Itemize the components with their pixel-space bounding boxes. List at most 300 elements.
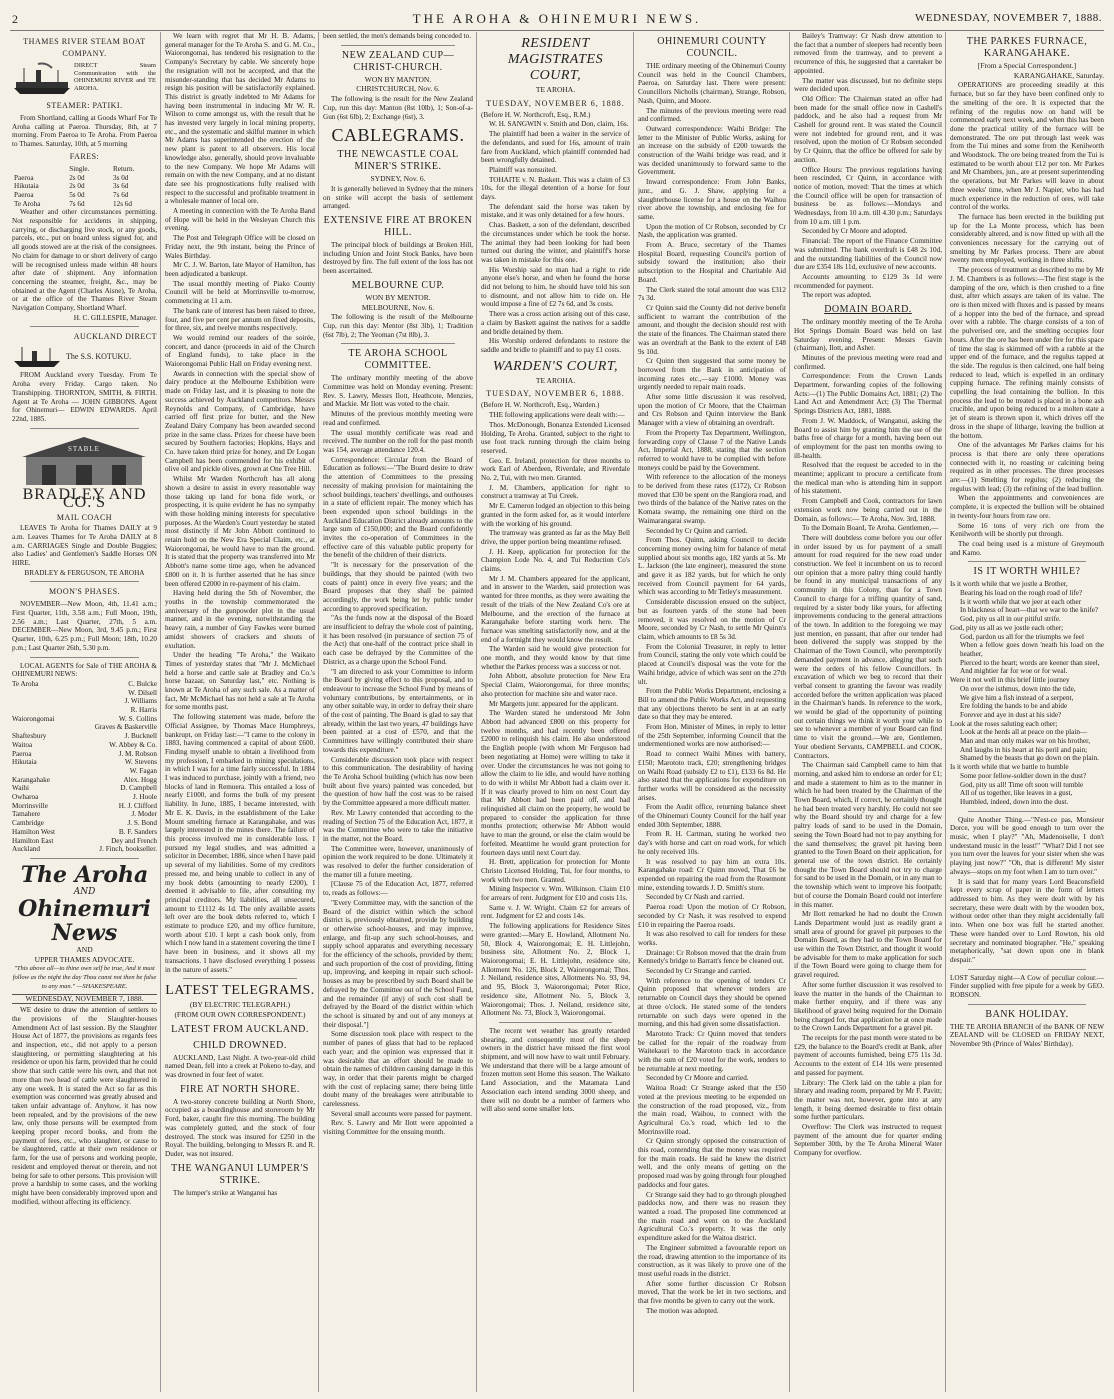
poem-line: All of us together, like leaves in a gust,: [960, 789, 1073, 798]
paragraph: It is said that for many years Lord Beaconsfield kept every scrap of paper in the form of letters addressed to him. As they were dealt with by his secretary, these were dealt with by the wooden box, without order other than they might accidentally fall into. When one box was full he started another. These were handed over to Lord Rowton, his old secretary and nominated biographer. "He," speaking metaphorically, "sat down upon one in blank despair.": [950, 877, 1104, 964]
agent-name: Alex. Hogg: [123, 775, 157, 784]
agent-town: Hamilton West: [12, 827, 56, 836]
agent-row: [12, 732, 157, 741]
agent-row: [12, 706, 157, 715]
column-5: [638, 32, 786, 1392]
poem-line: Is it worth while that we battle to humble: [950, 763, 1069, 772]
fares-title: FARES:: [69, 151, 100, 161]
agent-name: W. S. Collins: [118, 714, 157, 723]
paragraph: The furnace has been erected in the building put up for the La Monte process, which has been considerably altered, and is now fitted up with all the conveniences necessary for the carrying out of smelting by Mr Parkes process. There are about twenty men employed, working in three shifts.: [950, 212, 1104, 265]
paragraph: Road to connect Waihi Mines with battery, £150; Marototo track, £20; strengthening bridges on Waihi Road (subsidy £2 to £1), £133 6s 8d. He also stated that the applications for expenditure on further works will be considered as the necessity arises.: [638, 750, 786, 802]
paragraph: THE following applications were dealt with:—: [489, 411, 625, 420]
agent-row: [12, 750, 157, 759]
agent-name: J. Moder: [131, 810, 157, 819]
moon-text: NOVEMBER—New Moon, 4th, 11.41 a.m.; First Quarter, 11th, 3.58 a.m.; Full Moon, 19th, 2.56 a.m.; Last Quarter, 27th, 5 a.m. DECEMBER—New Moon, 3rd, 9.45 p.m.; First Quarter, 10th, 6.25 p.m.; Full Moon; 18th, 10.20 p.m.; Last Quarter 26th, 5.30 p.m.: [12, 600, 157, 652]
paragraph: TOHAITE v. N. Baskett. This was a claim of £3 10s, for the illegal detention of a horse for four days.: [481, 175, 630, 202]
agent-row: [12, 802, 157, 811]
paragraph: Bailey's Tramway: Cr Nash drew attention to the fact that a number of sleepers had recently been removed from the tramway, and to prevent a recurrence of this, he suggested that a caretaker be appointed.: [794, 32, 942, 75]
agent-name: J. S. Bond: [127, 819, 157, 828]
paragraph: It was resolved to pay him an extra 10s. Karangahake road: Cr Quinn moved, That £6 be expended on repairing the road from the Rosemont mine, extending towards J. D. Smith's store.: [638, 857, 786, 892]
paragraph: Rev. S. Lawry and Mr Ilott were appointed a visiting Committee for the ensuing month.: [323, 1119, 473, 1137]
wardens-court-date: TUESDAY, NOVEMBER 6, 1888.: [486, 389, 625, 399]
fares-cell: 2s 0d: [69, 173, 85, 182]
paragraph: "As the funds now at the disposal of the Board are insufficient to defray the whole cost of painting, it has been resolved (in pursuance of section 75 of the Act) that one-half of the contract price shall in each case be defrayed by the Committee of the District, as a charge upon the School Fund.: [323, 614, 473, 666]
agent-row: [12, 845, 157, 854]
paragraph: "Every Committee may, with the sanction of the Board of the district within which the school district is, previously obtained, provide by building or otherwise school-houses, and may improve, enlarge, and fit-up any such school-houses, and supply school apparatus and everything necessary for the efficiency of the schools, provided by them; and such proportion of the cost of providing, fitting up, improving, and keeping in repair such school-houses as may be prescribed by such Board shall be defrayed by the Committee out of the School Fund, and the remainder (if any) of such cost shall be defrayed by the Board of the district within which the school is situated by and out of any moneys at their disposal."]: [323, 898, 473, 1029]
header-date: WEDNESDAY, NOVEMBER 7, 1888.: [915, 12, 1102, 24]
paragraph: The Warden said he would give protection for one month, and they would know by that time whether the Parkes process was a success or not.: [481, 645, 630, 671]
column-3: [323, 32, 473, 1392]
fares-header-cell: Return.: [113, 164, 135, 173]
paragraph: Having held during the 5th of November, the youths in the township commemorated the anniversary of the gunpowder plot in the usual manner, and in the evening, notwithstanding the heavy rain, a number of Guy Fawkes were burned amidst showers of crackers and shouts of exultation.: [165, 589, 315, 650]
paragraph: The minutes of the previous meeting were read and confirmed.: [638, 106, 786, 124]
paragraph: The following applications for Residence Sites were granted:—Mary E. Howland, Allotment No. 50, Block 4, Waiorongomai; E. H. Littlejohn, business site, Allotment No. 2, Block 1, Waiorongomai; E. H. Littlejohn, residence site, Allotment No. 126, Block 2, Waiorongomai; Thos. J. Neiland, residence sites, Allotments No. 93, 94, and 95, Block 3, Waiorongomai; Peter Rice, residence site, Allotment No. 5, Block 3, Waiorongomai; Thos. J. Neiland, residence site, Allotment No. 73, Block 3, Waiorongomai.: [481, 922, 630, 1018]
paragraph: The ordinary monthly meeting of the Te Aroha Hot Springs Domain Board was held on last Saturday evening. Present: Messrs Gavin (chairman), Ilott, and Asher.: [794, 318, 942, 353]
agent-name: J. Hoole: [133, 793, 157, 802]
paragraph: The receipts for the past month were stated to be £29, the balance to the Board's credit at Bank, after payment of accounts furnished, being £75 11s 3d. Accounts to the extent of £14 10s were presented and passed for payment.: [794, 1034, 942, 1077]
cup-dateline: CHRISTCHURCH, Nov. 6.: [356, 84, 440, 94]
paragraph: Cr Quinn then suggested that some money be borrowed from the Bank in anticipation of incoming rates etc.,—say £1000. Money was urgently needed to repair main roads.: [638, 357, 786, 392]
paragraph: The plaintiff had been a waiter in the service of the defendants, and sued for 16s, amount of train fare from Auckland, which plaintiff contended had been wrongfully detained.: [481, 130, 630, 165]
paragraph: From the Public Works Department, enclosing a Bill to amend the Public Works Act, and requesting that any objections thereto be sent in at an early date so that they may be entered.: [638, 687, 786, 722]
paragraph: From Hon. Minister of Mines, in reply to letter of the 25th September, informing Council that the undermentioned works are now authorised:—: [638, 723, 786, 749]
poem-line: Look at the roses saluting each other;: [950, 719, 1058, 728]
melbourne-cup-title: MELBOURNE CUP.: [351, 279, 445, 291]
poem-line: Bearing his load on the rough road of life?: [960, 589, 1083, 598]
paragraph: John Abbott, absolute protection for New Era Special Claim, Waiorongomai, for three months; also protection for machine site and water race.: [481, 672, 630, 698]
fares-cell: 3s 6d: [113, 182, 129, 191]
agent-row: [12, 776, 157, 785]
paragraph: The Warden stated he understood Mr John Abbott had advanced £800 on this property for twelve months, and had recently been offered £2000 to relinquish his claim. He also understood the English people (with whom Mr Ferguson had been negotiating at Home) were willing to take it over. Under the circumstances he was not going to allow the claim to lie idle, and would have nothing to do with it whilst Mr Abbott had a claim over it. If it was clearly proved to him on next Court day that Mr Abbott had been paid off, and had relinquished all claim on the property, he would be prepared to consider the application for three months protection; otherwise Mr Abbott would have to man the ground, or else the claim would be forfeited. Meantime he would grant protection for fourteen days until next Court day.: [481, 709, 630, 857]
poem-line: We give him a fish instead of a serpent,: [960, 693, 1074, 702]
agent-name: J. Williams: [124, 697, 157, 706]
paragraph: The following is the result for the New Zealand Cup, run this day: Manton (8st 10lb), 1; Son-of-a-Gun (6st 6lb), 2; Exchange (6st), 3.: [323, 95, 473, 121]
poem-line: Forever and aye in dust at his side?: [960, 710, 1062, 719]
bank-holiday-notice: THE TE AROHA BRANCH of the BANK OF NEW ZEALAND will be CLOSED on FRIDAY NEXT, November 9th (Prince of Wales' Birthday).: [950, 1022, 1104, 1049]
bank-holiday-title: BANK HOLIDAY.: [985, 1008, 1069, 1020]
paragraph: Seconded by Cr Strange and carried.: [646, 967, 752, 976]
paragraph: One of the advantages Mr Parkes claims for his process is that there are only three operations connected with it, no roasting or calcining being required as in other processes. The three processes are:—(1) Smelting for regulus; (2) reducing the regulus with lead; (3) the refining of the lead bullion.: [950, 441, 1104, 493]
agent-name: J. Bucknell: [124, 732, 157, 741]
sailing-schedule: From Shortland, calling at Goods Wharf For Te Aroha calling at Paeroa. Thursday, 8th, at 7 morning. From Paeroa to Te Aroha. From Paeroa to Thames. Saturday, 10th, at 5 morning: [12, 114, 157, 149]
agent-name: W. Stevens: [124, 758, 157, 767]
paper-name-2: Ohinemuri News: [18, 896, 151, 946]
paragraph: Paeroa road: Upon the motion of Cr Robson, seconded by Cr Nash, it was resolved to expend £10 in repairing the Paeroa roads.: [638, 903, 786, 929]
agent-row: [12, 697, 157, 706]
paragraph: Cr Quinn strongly opposed the construction of this road, contending that the money was required for the main roads. He said he knew the district well, and the only means of getting on the proposed road was by going through four ploughed paddocks and four gates.: [638, 1137, 786, 1189]
stable-sign: STABLE: [68, 444, 100, 453]
bradley-title: BRADLEY AND CO.'S: [22, 485, 147, 512]
lost-notice: LOST Saturday night—A Cow of peculiar colour.—Finder supplied with free pipule for a week by GEO. ROBSON.: [950, 973, 1104, 1000]
poem-line: Shamed by the beasts that go down on the plain.: [960, 754, 1099, 763]
column-6: [794, 32, 942, 1392]
paragraph: AUCKLAND, Last Night. A two-year-old child named Dean, fell into a creek at Pokeno to-day, and was drowned in four feet of water.: [165, 1053, 315, 1080]
agent-town: Paeroa: [12, 749, 32, 758]
agent-town: Waitoa: [12, 740, 33, 749]
masthead: THE AROHA & OHINEMURI NEWS.: [412, 11, 702, 26]
divider: [30, 581, 139, 582]
broken-hill-title: EXTENSIVE FIRE AT BROKEN HILL.: [323, 215, 473, 239]
agent-row: [12, 784, 157, 793]
paragraph: The motion was adopted.: [646, 1306, 719, 1315]
paragraph: The bank rate of interest has been raised to three, four, and five per cent per annum on fixed deposits, for three, six, and twelve months respectively.: [165, 306, 315, 333]
mail-coach: MAIL COACH: [56, 513, 113, 523]
divider: [30, 428, 139, 429]
paragraph: Same v. J. W. Wright. Claim £2 for arrears of rent. Judgment for £2 and costs 14s.: [481, 903, 630, 921]
column-rule: [318, 32, 319, 1392]
coal-title: THE NEWCASTLE COAL MINER'S STRIKE.: [337, 149, 459, 173]
paragraph: From Campbell and Cook, contractors for lawn extension work now being carried out in the Domain, as follows:— Te Aroha, Nov. 3rd, 1888.: [794, 497, 942, 523]
company-signoff: H. C. GILLESPIE, Manager.: [73, 313, 157, 322]
paragraph: From J. W. Maddock, of Wanganui, asking the Board to assist him by granting him the use of the baths free of charge for a month, having been out of employment for the past ten months owing to ill-health.: [794, 416, 942, 460]
agent-town: Karangahake: [12, 775, 50, 784]
wardens-court-title: WARDEN'S COURT,: [492, 358, 619, 374]
column-7: [950, 32, 1104, 1392]
poem-line: God, pardon us all for the triumphs we feel: [960, 632, 1084, 641]
latest-telegrams-title: LATEST TELEGRAMS.: [165, 983, 315, 999]
steamer-name: STEAMER: PATIKI.: [46, 101, 123, 110]
paragraph: We would remind our readers of the soirée, concert, and dance (proceeds in aid of the Church of England funds), to take place in the Waiorongomai Public Hall on Friday evening next.: [165, 333, 315, 369]
paragraph: There will doubtless come before you our offer in order issued by us for payment of a small amount for road required for the new road under construction. We feel it incumbent on us to record our opinion that a more paltry thing could hardly be found in any municipal transactions of any community in this Colony, than for a Town Council to charge for a trifling quantity of sand, required by a sister body like yours, for affecting improvements conducing to the general attractions of the town. In addition to the foregoing we may just mention, en passant, that after our tender had been delivered the supply was stopped by the Chairman of the Town Council, who peremptorily demanded payment in advance, alleging that such were the orders of his fellow Councillors. In excavation of which we beg to record that their verbal consent to granting the favour was readily accorded before the written application was placed in the Chairman's hands. In reference to the work, we would be glad of the opportunity of pointing out certain things we think it worth your while to see to whenever a member of your Board can find time to visit the ground.—We are, Gentlemen, Your obedient Servants, CAMPBELL and COOK, Contractors.: [794, 533, 942, 760]
paper-name-3: AND: [76, 945, 93, 954]
divider: [183, 978, 297, 979]
agent-name: W. Dilsell: [128, 688, 157, 697]
paragraph: His Worship ordered defendants to restore the saddle and bridle to plaintiff and to pay £1 costs.: [481, 337, 630, 354]
paragraph: Considerable discussion ensued on the subject, but as fourteen yards of the stone had been removed, it was resolved on the motion of Cr Moore, seconded by Cr Nash, to settle Mr Quinn's claim, which amounts to £8 5s 3d.: [638, 598, 786, 641]
divider: [968, 1004, 1086, 1005]
paragraph: The principal block of buildings at Broken Hill, including Union and Joint Stock Banks, have been destroyed by fire. The full extent of the loss has not been ascertained.: [323, 241, 473, 276]
agent-town: Auckland: [12, 845, 40, 854]
paragraph: Geo. E. Ireland, protection for three months to work Earl of Aberdeen, Riverdale, and Riverdale No. 2, Tui, with two men. Granted.: [481, 456, 630, 483]
paragraph: Mr Margetts junr. appeared for the applicant.: [489, 699, 619, 708]
paragraph: J. H. Keep, application for protection for the Champion Lode No. 4, and Tui Reduction Co's claims.: [481, 547, 630, 574]
paper-name-4: UPPER THAMES ADVOCATE.: [34, 954, 135, 964]
divider: [30, 657, 139, 658]
paragraph: From the Audit office, returning balance sheet of the Ohinemuri County Council for the half year ended 30th September, 1888.: [638, 803, 786, 829]
paragraph: To the Domain Board, Te Aroha. Gentlemen,—: [802, 524, 939, 533]
paragraph: Seconded by Cr Nash and carried.: [646, 893, 745, 902]
poem-line: God, pity us all in our pitiful strife.: [960, 615, 1061, 624]
column-rule: [160, 32, 161, 1392]
agent-name: J. Finch, bookseller.: [99, 845, 157, 854]
paragraph: Office Hours: The previous regulations having been rescinded, Cr Quinn, in accordance with notice of motion, moved: That the times at which the Council office will be open for transaction of business be as follows:—Mondays and Wednesdays, from 10 a.m. till 4.30 p.m.; Saturdays from 10 a.m. till 1 p.m.: [794, 165, 942, 226]
motto: "This above all—to thine own self be true, And it must follow as the night the day Thou canst not then be false to any man." —SHAKESPEARE.: [12, 965, 157, 990]
paragraph: After some further discussion Cr Robson moved, That the work be let in two sections, and that five months be given to carry out the work.: [638, 1279, 786, 1306]
paragraph: Quite Another Thing.—"N'est-ce pas, Monsieur Dorce, you will be good enough to turn over the music, when I play?" "Ah, Madenoiselle, I don't understand music in the least!" "What? Did I not see you turn over the leaves for your sister when she was playing just now?" "Oh, that is different! My sister always—stops on my foot when I am to turn over.": [950, 815, 1104, 876]
poem-title: IS IT WORTH WHILE?: [973, 566, 1081, 578]
paragraph: There was a cross action arising out of this case, a claim by Baskett against the natives for a saddle and bridle detained by them.: [481, 310, 630, 336]
paragraph: From R. H. Cartman, stating he worked two day's with horse and cart on road work, for which he only received 10s.: [638, 830, 786, 856]
agent-name: W. Fagan: [129, 766, 157, 775]
bradley-sign: BRADLEY & FERGUSON, TE AROHA: [24, 568, 145, 577]
agents-title: LOCAL AGENTS for Sale of THE AROHA & OHINEMURI NEWS:: [12, 661, 157, 679]
paper-name-1: The Aroha: [20, 862, 149, 888]
latest-sub: (BY ELECTRIC TELEGRAPH.): [189, 1000, 291, 1010]
poem-line: Were it not well in this brief little journey: [950, 676, 1070, 685]
agent-name: C. Bulcke: [128, 679, 157, 688]
stable-illustration: [12, 433, 157, 487]
poem-line: When a fellow goes down 'neath his load on the heather,: [960, 641, 1104, 658]
paragraph: Cr Strange said they had to go through ploughed paddocks now, and there was no reason they wanted a road. The proposed line commenced at the main road and went on to the Auckland Agricultural Co.'s property. It was the only expenditure asked for the Waitoa district.: [638, 1190, 786, 1243]
melbourne-dateline: MELBOURNE, Nov. 6.: [361, 302, 435, 312]
divider: [968, 561, 1086, 562]
paragraph: Thos. McDonough, Bonanza Extended Licensed Holding, Te Aroha. Granted, subject to the right to use foot track running through the claim being reserved.: [481, 420, 630, 455]
agent-town: Morrinsville: [12, 801, 48, 810]
kotuku-illustration: [12, 345, 157, 369]
agent-row: [12, 767, 157, 776]
paragraph: Considerable discussion took place with respect to this communication. The desirability of having the Te Aroha School building (which has now been built about five years) painted was conceded, but the question of how half the cost was to be raised by the Committee appeared a more difficult matter.: [323, 755, 473, 808]
divider: [341, 343, 455, 344]
paragraph: Under the heading "Te Aroha," the Waikato Times of yesterday states that "Mr J. McMichael held a horse and cattle sale at Bradley and Co.'s horse bazaar, on Saturday last," etc. Nothing is known at Te Aroha of any such sale. As a matter of fact, Mr McMichael has not held a sale at Te Aroha for some months past.: [165, 651, 315, 712]
dateline: WEDNESDAY, NOVEMBER 7, 1888.: [12, 994, 157, 1005]
kotuku-name: The S.S. KOTUKU.: [66, 352, 132, 362]
poem-line: Some poor fellow-soldier down in the dust?: [960, 771, 1087, 780]
cup-won: WON BY MANTON.: [364, 74, 432, 84]
paragraph: The usual monthly certificate was read and received. The number on the roll for the past month was 154, average attendance 120.4.: [323, 428, 473, 454]
fares-cell: 7s 6d: [113, 190, 129, 199]
steamer-notice: Weather and other circumstances permitting. Not responsible for accidents in shipping, carrying, or discharging live stock, or any goods, parcels, etc., put on board unless signed for, and all goods stowed are at the risk of the consignees. No claim for damage to or short delivery of cargo will be recognised unless made within 48 hours after date of shipment. Any information concerning the steamer, freight, &c., may be obtained at the Agent (Charles Aisne), Te Aroha, or at the office of the Thames River Steam Navigation Company, Shortland Wharf.: [12, 208, 157, 313]
steamboat-icon: [12, 62, 72, 96]
paragraph: The ordinary monthly meeting of the above Committee was held on Monday evening. Present: Rev. S. Lawry, Messrs Ilott, Heathcote, Menzies, and Mackie. Mr Ilott was voted to the chair.: [323, 374, 473, 409]
paragraph: "It is necessary for the preservation of the buildings, that they should be painted (with two coats of paint) once in every five years; and the Board proposes that they shall be painted accordingly, the work being let by public tender according to approved specification.: [323, 561, 473, 613]
fares-cell: 3s 0d: [113, 173, 129, 182]
paragraph: The matter was discussed, but no definite steps were decided upon.: [794, 76, 942, 94]
paragraph: Outward correspondence: Waihi Bridge: The letter to the Minister of Public Works, asking for an increase on the subsidy of £200 towards the construction of the Waihi bridge was read, and it was decided unanimously to forward same to the Government.: [638, 124, 786, 177]
divider: [30, 858, 139, 859]
poem: [950, 580, 1104, 806]
fire-title: FIRE AT NORTH SHORE.: [180, 1083, 300, 1095]
fares-cell: 2s 0d: [69, 182, 85, 191]
agent-town: Waihi: [12, 784, 29, 793]
latest-sub2: (FROM OUR OWN CORRESPONDENT.): [174, 1009, 306, 1019]
furnace-sub: [From a Special Correspondent.]: [977, 61, 1077, 70]
paragraph: OPERATIONS are proceeding steadily at this furnace, but so far they have been confined only to the smelting of the ore. It is expected that the refining of the regulus now on hand will be commenced early next week, and when this has been done the practical utility of the furnace will be demonstrated. The ore put through last week was from the Tui mines and some from the Kenilworth and Woodstock. The ore being treated from the Tui is estimated to be worth about £12 per ton. Mr Parkes and Mr Chambers, jun., are at present superintending the operations, but Mr Parkes will leave in about three weeks' time, when Mr J. Napier, who has had much experience in the reduction of ores, will take control of the works.: [950, 81, 1104, 212]
paragraph: Minutes of the previous monthly meeting were read and confirmed.: [323, 410, 473, 427]
agent-row: [12, 741, 157, 750]
agent-name: D. Campbell: [120, 784, 157, 793]
paragraph: When the appointments and conveniences are complete, it is expected the bullion will be obtained in twenty-four hours from raw ore.: [950, 494, 1104, 520]
company-title: THAMES RIVER STEAM BOAT COMPANY.: [23, 37, 146, 58]
child-drowned-title: CHILD DROWNED.: [193, 1039, 287, 1051]
divider: [968, 969, 1086, 970]
cablegrams-title: CABLEGRAMS.: [331, 125, 465, 146]
paragraph: The defendant said the horse was taken by mistake, and it was only detained for a few hours.: [481, 202, 630, 220]
paragraph: A meeting in connection with the Te Aroha Band of Hope will be held in the Wesleyan Church this evening.: [165, 207, 315, 233]
paragraph: From the Colonial Treasurer, in reply to letter from Council, stating the only vote which could be placed at Council's disposal was the vote for the Waihi bridge, advice of which was sent on the 27th ult.: [638, 642, 786, 686]
paragraph: Drainage: Cr Robson moved that the drain from Kennedy's bridge to Barratt's fence be cleaned out.: [638, 948, 786, 966]
paragraph: Accounts amounting to £129 3s 1d were recommended for payment.: [794, 272, 942, 290]
agents-list: [12, 680, 157, 854]
paragraph: Minutes of the previous meeting were read and confirmed.: [794, 353, 942, 371]
paragraph: The Chairman said Campbell came to him that morning, and asked him to endorse an order for £1; and made a statement to him as to the manner in which he had been treated by the Chairman of the Town Board, which, if correct, he certainly thought he had been treated very harshly. He could not see why the Board should try and charge for a few paltry loads of sand to be used in the Domain, seeing the Town Board had not to pay anything for the sand themselves; the gravel pit having been granted to the Town Board on their application, for general use of the town district. He certainly thought the Town Board should not try to charge for sand to be used in the Domain, or in any man to the township which went to improve his footpath; but of course the Domain Board could not interfere in this matter.: [794, 761, 942, 909]
agent-town: Te Aroha: [12, 679, 39, 688]
bradley-text: LEAVES Te Aroha for Thames DAILY at 9 a.m. Leaves Thames for Te Aroha DAILY at 8 a.m. CARRIAGES Single and Double Buggies; also Ladies' and Gentlemen's Saddle Horses ON HIRE.: [12, 524, 157, 567]
paragraph: From the Property Tax Department, Wellington, forwarding copy of Clause 7 of the Native Lands Act, Imperial Act, 1888, stating that the section referred to would have to be complied with before moneys could be paid by the Government.: [638, 428, 786, 472]
paragraph: The report was adopted.: [802, 291, 872, 300]
paragraph: Marototo Track: Cr Quinn moved that tenders be called for the repair of the roadway from Waitekauri to the Marototo track in accordance with the sum of £20 voted for the work, tenders to be returnable at next meeting.: [638, 1029, 786, 1073]
paragraph: Correspondence: From the Crown Lands Department, forwarding copies of the following Acts:—(1) The Public Domains Act, 1881; (2) The Land Act and Amendment Act; (3) The Thermal Springs Districts Act, 1881, 1888.: [794, 372, 942, 416]
paragraph: Correspondence: Circular from the Board of Education as follows:—"The Board desire to draw the attention of Committees to the pressing necessity of making provision for maintaining the school buildings, teachers' dwellings, and outhouses in a state of efficient repair. The money which has been expended upon school buildings in the Auckland Education District already amounts to the large sum of £150,000; and the Board confidently invites the co-operation of Committees in the effective care of this valuable public property for the benefit of the children of their districts.: [323, 455, 473, 560]
paragraph: Seconded by Cr Quinn and carried.: [646, 526, 748, 535]
auckland-direct: AUCKLAND DIRECT: [73, 332, 157, 342]
paragraph: Several small accounts were passed for payment.: [331, 1109, 473, 1118]
latest-auckland: LATEST FROM AUCKLAND.: [171, 1023, 309, 1035]
paragraph: Some 16 tons of very rich ore from the Kenilworth will be shortly put through.: [950, 521, 1104, 539]
agent-town: Waiorongomai: [12, 714, 55, 723]
agent-row: [12, 758, 157, 767]
agent-name: J. M. Robson: [118, 749, 157, 758]
column-rule: [476, 32, 477, 1392]
wardens-court-place: TE AROHA.: [535, 375, 576, 385]
county-council-title: OHINEMURI COUNTY COUNCIL.: [657, 36, 767, 59]
poem-line: Humbled, indeed, down into the dust.: [960, 797, 1069, 806]
agent-name: H. J. Clifford: [118, 801, 157, 810]
paragraph: Old Office: The Chairman stated an offer had been made for the small office now in Cashell's paddock, and he also had a request from Mr Cashell for ground rent. It was stated the Council were not indebted for ground rent, and it was resolved, upon the motion of Cr Robson seconded by Cr Quinn, that the office be offered for sale by auction.: [794, 94, 942, 164]
paragraph: The Clerk stated the total amount due was £312 7s 3d.: [638, 285, 786, 303]
paragraph: Awards in connection with the special show of dairy produce at the Melbourne Exhibition were made on Friday last, and it is pleasing to note the success achieved by Auckland competitors. Messrs Reynolds and Company, of Cambridge, have carried off first prize for butter, and the New Zealand Dairy Company has been awarded second prize in the same class. Prizes for cheese have been secured by Southern factories; Hopkins, Hays and Co. have taken third prize for honey, and Dr Logan Campbell has been commended for his exhibit of olive oil and pickle olives, grown at One Tree Hill.: [165, 369, 315, 474]
paragraph: Inward correspondence: From John Banks, junr., and G. J. Shaw, applying for a slaughterhouse license for a house on the Waihou river above the township, and enclosing fee for same.: [638, 178, 786, 221]
paragraph: The Committee were, however, unanimously of opinion the work required to be done. Ultimately it was resolved to defer the further consideration of the matter till a future meeting.: [323, 844, 473, 879]
fares-header-cell: [12, 165, 67, 174]
paragraph: Mr Ilott remarked he had no doubt the Crown Lands Department would just as readily grant a small area of ground for gravel pit purposes to the Domain Board, as they had to the Town Board for use within the Town District, and thought it would be advisable for them to make application for such if the Town Board were going to charge them for gravel required.: [794, 910, 942, 980]
paragraph: With reference to the allocation of the moneys to be derived from these rates (£172), Cr Robson moved that £30 be spent on the Rangiora road, and two thirds of the balance of the Native rates on the Komata swamp, the remaining one third on the Waimarangarai swamp.: [638, 473, 786, 525]
paper-name-and: AND: [73, 887, 96, 897]
fares-cell: Te Aroha: [14, 199, 41, 208]
paragraph: We learn with regret that Mr H. B. Adams, general manager for the Te Aroha S. and G. M. Co., Waiorongomai, has tendered his resignation to the Company's Secretary by cable. We sincerely hope the resignation will not be accepted, and that the misunder-standing that has decided Mr Adams to resign his position will be satisfactorily explained. This district is greatly indebted to Mr Adams for having been instrumental in inducing Mr W. R. Wilson to come amongst us, with the result that he has invested very largely in local mining property, etc., and the systematic and skilful manner in which Mr Adams has superintended the erection of the new plant is patent to all observers. His local knowledge also, generally, should prove invaluable to the new Company. We hope Mr Adams will remain on with the new Company, and at no distant date see his prognostications fully realised with respect to the successful and profitable treatment in a wholesale manner of local ore.: [165, 32, 315, 206]
paragraph: (Before H. W. Northcroft, Esq., R.M.): [481, 110, 591, 119]
moon-title: MOON'S PHASES.: [48, 587, 121, 597]
agent-row: [12, 723, 157, 732]
fares-cell: 5s 0d: [69, 190, 85, 199]
agent-town: Shaftesbury: [12, 732, 47, 741]
agent-name: Graves & Baskerville: [94, 723, 157, 732]
fares-cell: Hikutaia: [14, 182, 39, 191]
poem-line: Man and man only makes war on his brother,: [960, 737, 1091, 746]
paragraph: Library: The Clerk laid on the table a plan for library and reading room, prepared by Mr F. Pavitt; the matter was not, however, gone into at any length, it being deemed desirable to first obtain some further particulars.: [794, 1078, 942, 1122]
divider: [30, 326, 139, 327]
agent-row: [12, 828, 157, 837]
agent-town: Tamahere: [12, 810, 41, 819]
paragraph: H. Brett, application for protection for Monte Christo Licensed Holding, Tui, for four months, to work with two men. Granted.: [481, 858, 630, 884]
fares-table: [12, 165, 157, 209]
agent-name: W. Abbey & Co.: [109, 740, 157, 749]
cup-title: NEW ZEALAND CUP—CHRIST-CHURCH.: [341, 49, 455, 73]
paragraph: Seconded by Cr Moore and carried.: [646, 1074, 749, 1083]
agent-row: [12, 680, 157, 689]
poem-line: Pierced to the heart; words are keener than steel,: [960, 658, 1100, 667]
column-rule: [633, 32, 634, 1392]
rm-court-title: RESIDENT MAGISTRATES COURT,: [507, 36, 604, 83]
poem-line: Ere folding the hands to be and abide: [960, 702, 1068, 711]
divider: [499, 1022, 612, 1023]
furnace-title: THE PARKES FURNACE, KARANGAHAKE.: [966, 36, 1088, 59]
paragraph: Rev. Mr Lawry contended that according to the reading of Section 75 of the Education Act, 1877, it was the Committee who were to take the initiative in the matter, not the Board.: [323, 808, 473, 843]
paragraph: [Clause 75 of the Education Act, 1877, referred to, reads as follows:—: [323, 880, 473, 898]
column-4: [481, 32, 630, 1392]
paragraph: The usual monthly meeting of Piako County Council will be held at Morrinsville to-morrow, commencing at 11 a.m.: [165, 279, 315, 306]
fares-cell: Paeroa: [14, 190, 34, 199]
stable-building-icon: [12, 433, 157, 487]
steamship-icon: [12, 345, 62, 369]
agent-row: [12, 689, 157, 698]
wanganui-title: THE WANGANUI LUMPER'S STRIKE.: [171, 1162, 309, 1186]
column-rule: [789, 32, 790, 1392]
agent-row: [12, 819, 157, 828]
poem-line: On over the isthmus, down into the tide,: [960, 684, 1076, 693]
paragraph: Plaintiff was nonsuited.: [489, 165, 557, 174]
rm-court-place: TE AROHA.: [535, 85, 576, 94]
paragraph: The recent wet weather has greatly retarded shearing, and consequently most of the sheep owners in the district have missed the first wool shipment, and will now have to wait until February. We understand that there will be a large amount of frozen mutton sent Home this season. The Waikato Land Association, and the Matamata Land Association each intend sending 3000 sheep, and there will no doubt be a number of farmers who will also send some smaller lots.: [481, 1026, 630, 1114]
paragraph: (Before H. W. Northcroft, Esq., Warden.): [481, 401, 600, 410]
agent-name: R. Harris: [130, 706, 157, 715]
paragraph: The process of treatment as described to me by Mr J. M. Chambers is as follows:—The first stage is the damping of the ore, which is then crushed to a fine dust, after which assays are taken of its value. The ore is then mixed with fluxes and is passed by means of a hopper into the bed of the furnace, and spread over with a rabble. The charge consists of a ton of the pulverised ore, and the smelting occupies four hours. After the ore has been under fire for this space of time the slag is skimmed off with a rabble at the upper end of the furnace, and the regulus tapped at the side. The regulus is then calcined, one half being reduced to lead, which is expelled in an ordinary cupping furnace. The refining mainly consists of cupelling the lead containing the bullion. In this process the lead to be treated is placed in a bone ash crucible, and upon being reduced to a molten state a jet of steam is thrown upon it, which drives off the dross in the shape of litharge, leaving the bullion at the bottom.: [950, 266, 1104, 440]
melbourne-won: WON BY MENTOR.: [365, 292, 431, 302]
poem-line: Is it worth while that we jeer at each other: [960, 597, 1082, 606]
steamer-illustration: [12, 62, 157, 96]
paragraph: Mr E. Cameron lodged an objection to this being granted in the form asked for, as it would interfere with the working of his ground.: [481, 502, 630, 528]
fares-cell: 7s 6d: [69, 199, 85, 208]
paragraph: Overflow: The Clerk was instructed to request payment of the amount due for quarter ending September 30th, by the Te Aroha Mineral Water Company for overflow.: [794, 1123, 942, 1158]
poem-line: God, pity us all as we jostle each other;: [950, 623, 1064, 632]
poem-line: In blackness of heart—that we war to the knife?: [960, 606, 1099, 615]
paragraph: The Engineer submitted a favourable report on the road, drawing attention to the importance of its construction, as it was likely to prove one of the most useful roads in the district.: [638, 1243, 786, 1278]
poem-line: God, pity us all! Time oft soon will tumble: [960, 780, 1084, 789]
paragraph: Chas. Baskett, a son of the defendant, described the circumstances under which he took the horse. The animal they had been looking for had been turned out during the winter, and plaintiff's horse was taken in mistake for this one.: [481, 221, 630, 264]
fares-header-cell: Single.: [69, 164, 90, 173]
paragraph: Waitoa Road: Cr Strange asked that the £50 voted at the previous meeting to be expended on the construction of the road proposed, viz., from the main road, Waihou, to connect with the Agricultural Co.'s road, which led to the Morrinsville road.: [638, 1084, 786, 1136]
column-2: [165, 32, 315, 1392]
agent-name: B. F. Sanders: [118, 827, 157, 836]
agent-town: Hikutaia: [12, 758, 37, 767]
divider: [341, 45, 455, 46]
paragraph: Financial: The report of the Finance Committee was submitted. The bank overdraft is £48 2s 10d, and the outstanding liabilities of the Council now due are £354 18s 11d, exclusive of new accounts.: [794, 237, 942, 272]
paragraph: The Post and Telegraph Office will be closed on Friday next, the 9th instant, being the Prince of Wales Birthday.: [165, 234, 315, 260]
agent-row: [12, 837, 157, 846]
page-header: [10, 10, 1104, 31]
furnace-dateline: KARANGAHAKE, Saturday.: [1013, 70, 1104, 80]
agent-town: Owharoa: [12, 793, 39, 802]
paragraph: W. H. SANGWIN v. Smith and Don, claim, 16s.: [489, 120, 629, 129]
paragraph: After some little discussion it was resolved, upon the motion of Cr Moore, that the Chairman and Crs Robson and Quinn interview the Bank Manager with a view of obtaining an overdraft.: [638, 393, 786, 428]
agent-name: Dey and French: [111, 836, 157, 845]
paragraph: J. M. Chambers, application for right to construct a tramway at Tui Creek.: [481, 483, 630, 501]
agent-row: [12, 715, 157, 724]
paragraph: From A. Bruce, secretary of the Thames Hospital Board, requesting Council's portion of subsidy toward the institution; also their subscription to the Hospital and Charitable Aid Board.: [638, 241, 786, 284]
paragraph: Mr C. J. W. Barton, late Mayor of Hamilton, has been adjudicated a bankrupt.: [165, 261, 315, 278]
paragraph: The tramway was granted as far as the May Bell drive, the upper portion being meantime refused.: [481, 529, 630, 546]
paragraph: With reference to the opening of tenders Cr Quinn proposed that whenever tenders are returnable on Council days they should be opened at three o'clock. He stated some of the tenders returnable on such days were opened in the morning, and this had given some dissatisfaction.: [638, 976, 786, 1029]
paragraph: His Worship said no man had a right to ride anyone else's horse, and when he found the horse did not belong to him, he should have told his son to dismount, and not allow him to ride on. He would impose a fine of £2 7s 6d, and 3s costs.: [481, 265, 630, 309]
poem-line: Is it worth while that we jostle a Brother,: [950, 580, 1068, 589]
paragraph: Mining Inspector v. Wm. Wilkinson. Claim £10 for arrears of rent. Judgment for £10 and costs 11s.: [481, 885, 630, 903]
rm-court-date: TUESDAY, NOVEMBER 6, 1888.: [486, 98, 625, 108]
domain-board-title: DOMAIN BOARD.: [824, 304, 912, 316]
poem-line: And laughs in his heart at his peril and pain;: [960, 745, 1088, 754]
agent-row: [12, 793, 157, 802]
agent-row: [12, 810, 157, 819]
paragraph: been settled, the men's demands being conceded to.: [323, 32, 471, 40]
paragraph: The following is the result of the Melbourne Cup, run this day: Mentor (8st 3lb), 1; Tradition (6st 7lb), 2; The Yeoman (7st 8lb), 3.: [323, 313, 473, 339]
paragraph: From Thos. Quinn, asking Council to decide concerning money owing him for balance of metal supplied about six months ago, 182 yards at 5s. Mr L. Jackson (the late engineer), measured the stone and gave it as 182 yards, but for which he only received from Council payment for 64 yards, which was according to Mr Tetley's measurement.: [638, 536, 786, 597]
column-rule: [945, 32, 946, 1392]
paragraph: Some discussion took place with respect to the number of panes of glass that had to be replaced each year; and the opinion was expressed that it was desirable that an effort should be made to obtain the names of children causing damage in this way, in order that their parents might be charged with the cost of replacing same; there being little doubt many of the breakages were attributable to carelessness.: [323, 1030, 473, 1109]
paragraph: Resolved that the request be acceded to in the meantime; applicant to procure a certificate from the medical man who is attending him in support of his statement.: [794, 461, 942, 496]
paragraph: Seconded by Cr Moore and adopted.: [802, 227, 908, 236]
paragraph: It was also resolved to call for tenders for these works.: [638, 930, 786, 947]
fares-cell: 12s 6d: [113, 199, 132, 208]
poem-line: And mightier far for woe or for weal.: [960, 667, 1068, 676]
poem-line: Look at the herds all at peace on the plain—: [960, 728, 1088, 737]
